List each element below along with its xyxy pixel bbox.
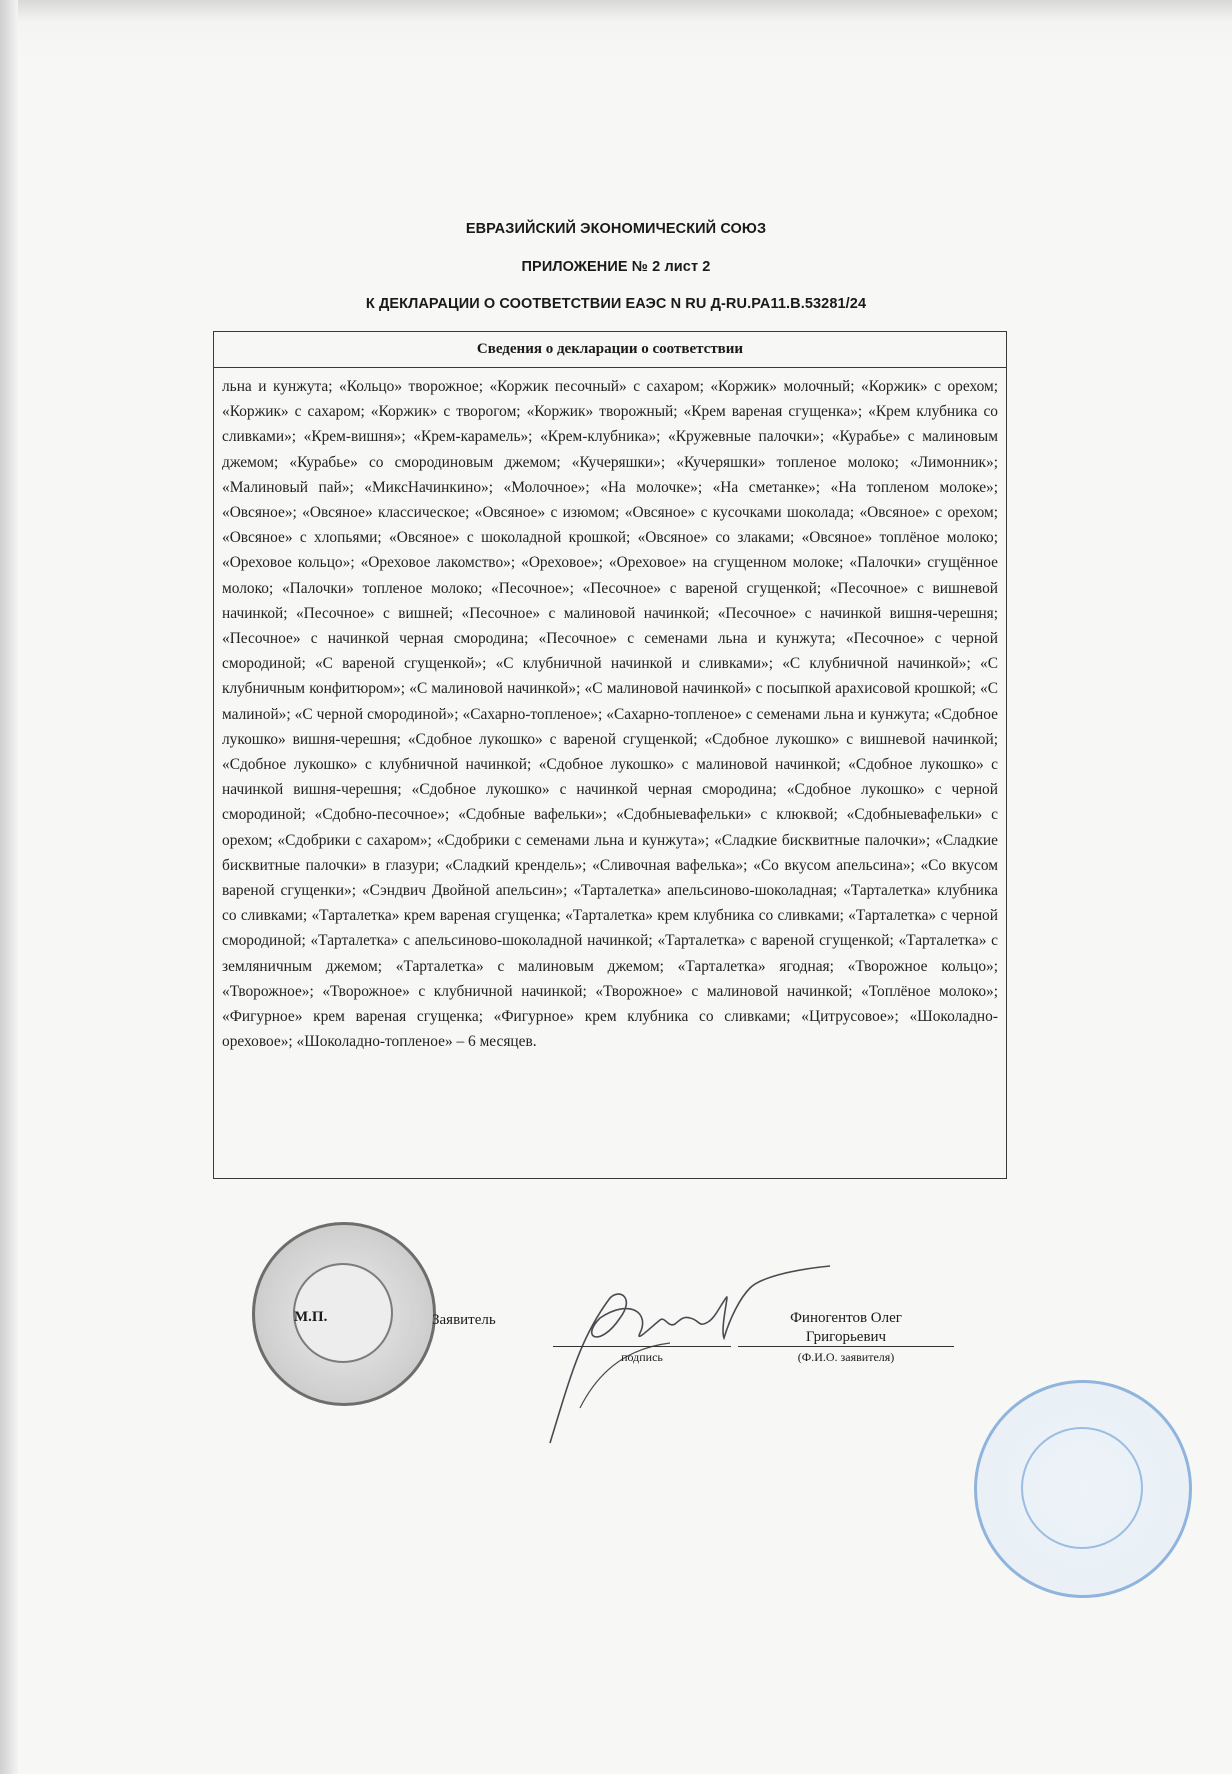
fio-caption: (Ф.И.О. заявителя) xyxy=(797,1350,895,1364)
fio-line xyxy=(738,1346,954,1347)
declarant-label: Заявитель xyxy=(432,1312,496,1328)
declarant-name-line2: Григорьевич xyxy=(805,1329,887,1345)
declaration-info-title: Сведения о декларации о соответствии xyxy=(214,332,1006,368)
blue-company-seal-stamp xyxy=(974,1380,1192,1598)
blue-seal-inner-ring xyxy=(1021,1427,1143,1549)
declaration-info-body: льна и кунжута; «Кольцо» творожное; «Коржик песочный» с сахаром; «Коржик» молочный; «Коржик» с орехом; «Коржик» с сахаром; «Коржик» с творогом; «Коржик» творожный; «Крем вареная сгущенка»; «Крем клубника со сливками»; «Крем-вишня»; «Крем-карамель»; «Крем-клубника»; «Кружевные палочки»; «Курабье» с малиновым джемом; «Курабье» со смородиновым джемом; «Кучеряшки»; «Кучеряшки» топленое молоко; «Лимонник»; «Малиновый пай»; «МиксНачинкино»; «Молочное»; «На молочке»; «На сметанке»; «На топленом молоке»; «Овсяное»; «Овсяное» классическое; «Овсяное» с изюмом; «Овсяное» с кусочками шоколада; «Овсяное» с орехом; «Овсяное» с хлопьями; «Овсяное» с шоколадной крошкой; «Овсяное» со злаками; «Овсяное» топлёное молоко; «Ореховое кольцо»; «Ореховое лакомство»; «Ореховое»; «Ореховое» на сгущенном молоке; «Палочки» сгущённое молоко; «Палочки» топленое молоко; «Песочное»; «Песочное» с вареной сгущенкой; «Песочное» с вишневой начинкой; «Песочное» с вишней; «Песочное» с малиновой начинкой; «Песочное» с начинкой вишня-черешня; «Песочное» с начинкой черная смородина; «Песочное» с семенами льна и кунжута; «Песочное» с черной смородиной; «С вареной сгущенкой»; «С клубничной начинкой и сливками»; «С клубничной начинкой»; «С клубничным конфитюром»; «С малиновой начинкой»; «С малиновой начинкой» с посыпкой арахисовой крошкой; «С малиной»; «С черной смородиной»; «Сахарно-топленое»; «Сахарно-топленое» с семенами льна и кунжута; «Сдобное лукошко» вишня-черешня; «Сдобное лукошко» с вареной сгущенкой; «Сдобное лукошко» с вишневой начинкой; «Сдобное лукошко» с клубничной начинкой; «Сдобное лукошко» с малиновой начинкой; «Сдобное лукошко» с начинкой вишня-черешня; «Сдобное лукошко» с начинкой черная смородина; «Сдобное лукошко» с черной смородиной; «Сдобно-песочное»; «Сдобные вафельки»; «Сдобныевафельки» с клюквой; «Сдобныевафельки» с орехом; «Сдобрики с сахаром»; «Сдобрики с семенами льна и кунжута»; «Сладкие бисквитные палочки»; «Сладкие бисквитные палочки» в глазури; «Сладкий крендель»; «Сливочная вафелька»; «Со вкусом апельсина»; «Со вкусом вареной сгущенки»; «Сэндвич Двойной апельсин»; «Тарталетка» апельсиново-шоколадная; «Тарталетка» клубника со сливками; «Тарталетка» крем вареная сгущенка; «Тарталетка» крем клубника со сливками; «Тарталетка» с черной смородиной; «Тарталетка» с апельсиново-шоколадной начинкой; «Тарталетка» с вареной сгущенкой; «Тарталетка» с земляничным джемом; «Тарталетка» с малиновым джемом; «Тарталетка» ягодная; «Творожное кольцо»; «Творожное»; «Творожное» с клубничной начинкой; «Творожное» с малиновой начинкой; «Топлёное молоко»; «Фигурное» крем вареная сгущенка; «Фигурное» крем клубника со сливками; «Цитрусовое»; «Шоколадно-ореховое»; «Шоколадно-топленое» – 6 месяцев. xyxy=(222,378,998,1051)
signature-line xyxy=(553,1346,731,1347)
declarant-name-line1: Финогентов Олег xyxy=(790,1310,902,1326)
signature-caption: подпись xyxy=(621,1350,663,1364)
mp-label: М.П. xyxy=(294,1309,328,1325)
company-seal-stamp xyxy=(252,1222,436,1406)
header-declaration-number: К ДЕКЛАРАЦИИ О СООТВЕТСТВИИ ЕАЭС N RU Д-RU.PA11.B.53281/24 xyxy=(365,296,867,312)
header-union-title: ЕВРАЗИЙСКИЙ ЭКОНОМИЧЕСКИЙ СОЮЗ xyxy=(465,221,767,237)
header-appendix-title: ПРИЛОЖЕНИЕ № 2 лист 2 xyxy=(521,259,711,275)
declaration-info-table xyxy=(213,331,1007,1179)
